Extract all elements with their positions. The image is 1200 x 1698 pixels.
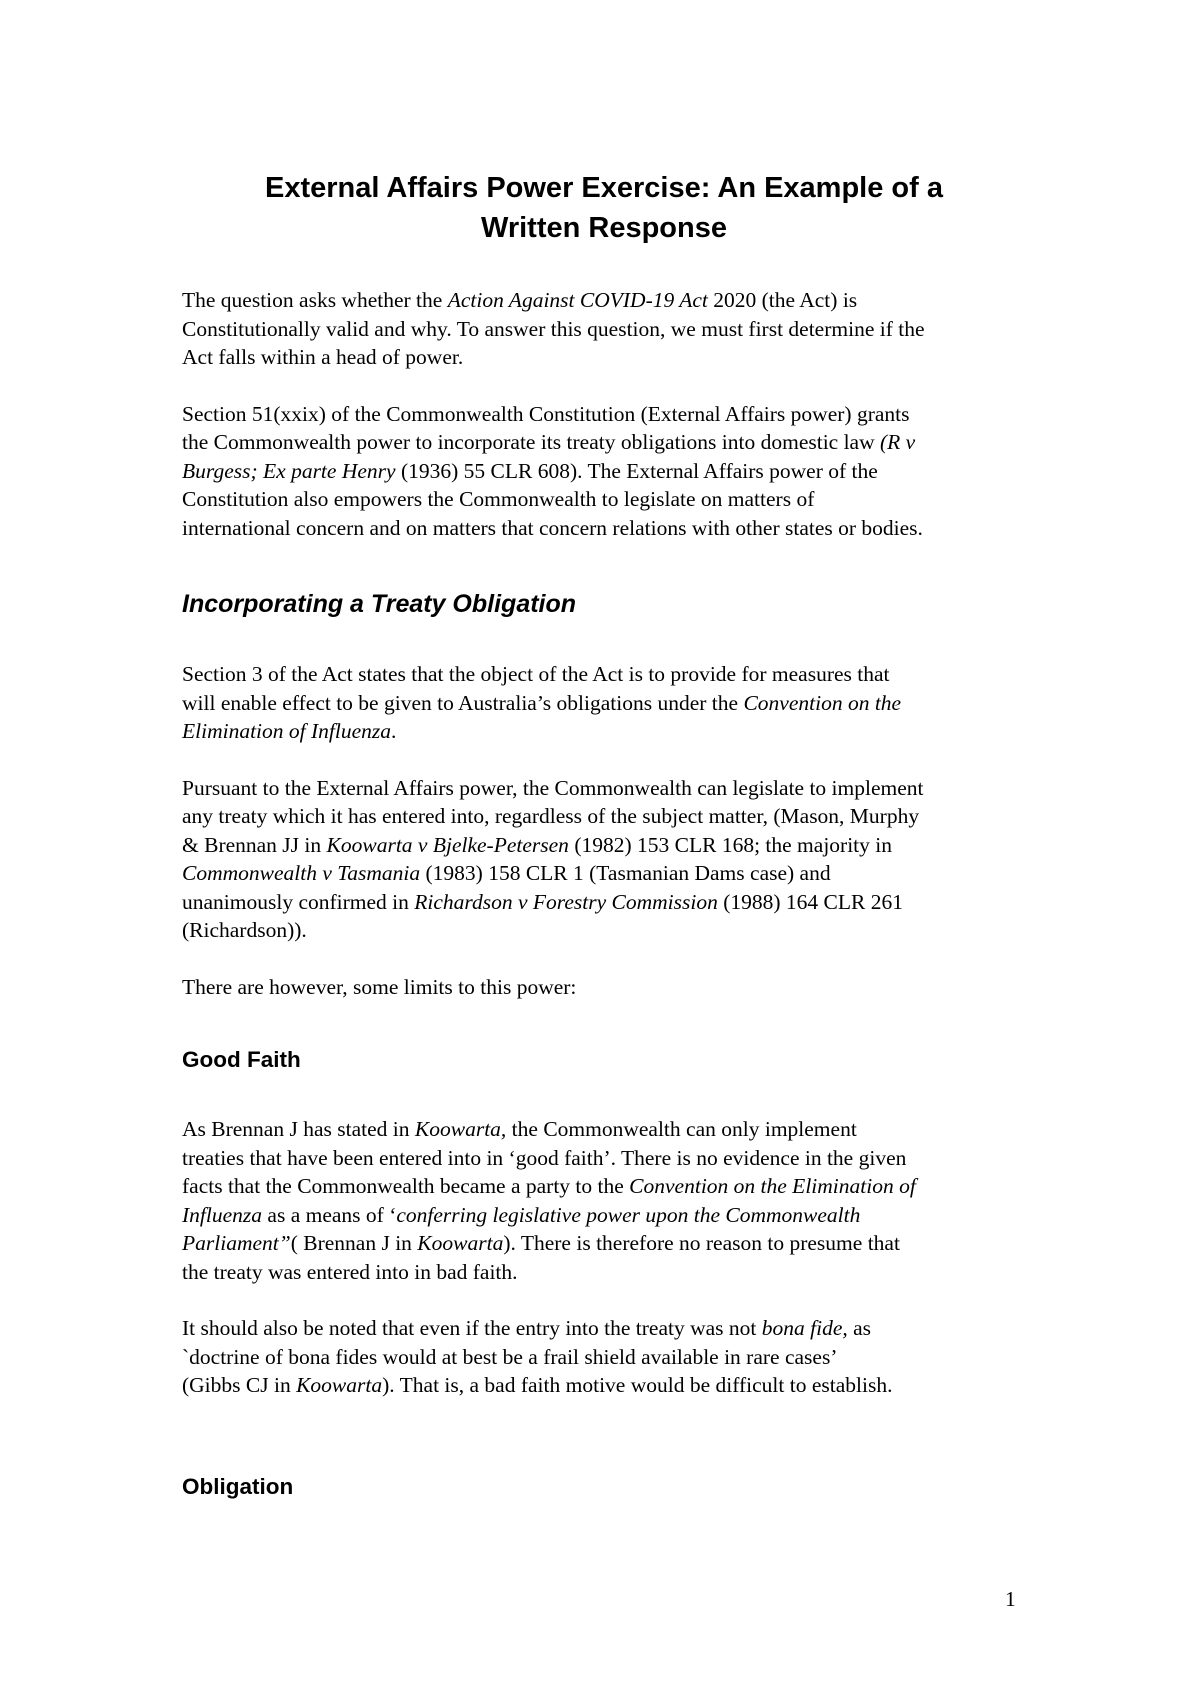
case-name: Koowarta, <box>414 1117 507 1141</box>
text-line: Pursuant to the External Affairs power, the Commonwealth can legislate to implement <box>182 775 924 800</box>
paragraph-limits: There are however, some limits to this power: <box>182 974 577 999</box>
paragraph-section-51 <box>182 400 1042 543</box>
heading-obligation: Obligation <box>182 1473 294 1499</box>
case-name: (R v <box>880 430 916 454</box>
title-line: External Affairs Power Exercise: An Example of a <box>264 172 943 204</box>
text-line: international concern and on matters that concern relations with other states or bodies. <box>182 515 923 540</box>
text-run: the Commonwealth power to incorporate its treaty obligations into domestic law <box>182 430 881 454</box>
page-number: 1 <box>1005 1587 1016 1611</box>
quotation: conferring legislative power upon the Commonwealth <box>396 1202 861 1227</box>
text-run: ( Brennan J in <box>290 1231 418 1255</box>
title-line: Written Response <box>480 212 727 244</box>
heading-incorporating-treaty: Incorporating a Treaty Obligation <box>182 590 577 618</box>
case-name: Koowarta v Bjelke-Petersen <box>326 832 569 857</box>
text-line: Act falls within a head of power. <box>182 345 464 369</box>
case-name: Koowarta <box>417 1231 504 1255</box>
case-name: Richardson v Forestry Commission <box>414 889 718 914</box>
document-body <box>182 168 1042 1502</box>
text-run: as a means of ‘ <box>262 1202 397 1227</box>
text-line: Constitution also empowers the Commonwealth to legislate on matters of <box>182 487 815 511</box>
text-run: 2020 (the Act) is <box>707 288 858 312</box>
text-line: (Richardson)). <box>182 918 307 942</box>
text-run: (1936) 55 CLR 608). The External Affairs power of the <box>395 458 878 483</box>
paragraph-good-faith <box>182 1115 1042 1286</box>
text-run: (Gibbs CJ in <box>182 1373 297 1397</box>
text-run: facts that the Commonwealth became a party to the <box>182 1174 630 1198</box>
text-run: unanimously confirmed in <box>182 889 415 914</box>
text-line: Constitutionally valid and why. To answer this question, we must first determine if the <box>182 316 925 341</box>
act-title: Action Against COVID-19 Act <box>447 288 708 312</box>
paragraph-intro <box>182 286 1042 372</box>
convention-name: Elimination of Influenza <box>182 719 392 743</box>
text-run: as <box>847 1316 872 1340</box>
text-line: Section 51(xxix) of the Commonwealth Constitution (External Affairs power) grants <box>182 401 910 426</box>
case-name: Commonwealth v Tasmania <box>182 861 421 885</box>
text-run: (1988) 164 CLR 261 <box>717 889 903 914</box>
text-line: any treaty which it has entered into, regardless of the subject matter, (Mason, Murphy <box>182 804 920 828</box>
document-title <box>174 168 1034 248</box>
paragraph-pursuant <box>182 774 1042 945</box>
text-run: ). That is, a bad faith motive would be difficult to establish. <box>382 1373 893 1397</box>
text-run: ). There is therefore no reason to presume that <box>503 1231 900 1255</box>
text-run: (1983) 158 CLR 1 (Tasmanian Dams case) and <box>420 861 831 885</box>
text-run: & Brennan JJ in <box>182 832 327 857</box>
paragraph-bona-fide <box>182 1314 1042 1400</box>
text-run: will enable effect to be given to Australia’s obligations under the <box>182 690 744 715</box>
text-line: Section 3 of the Act states that the object of the Act is to provide for measures that <box>182 662 890 686</box>
text-line: treaties that have been entered into in ‘good faith’. There is no evidence in the given <box>182 1145 907 1170</box>
case-name: Koowarta <box>296 1373 383 1397</box>
text-line: `doctrine of bona fides would at best be a frail shield available in rare cases’ <box>182 1344 838 1369</box>
text-run: The question asks whether the <box>182 288 448 312</box>
text-run: the Commonwealth can only implement <box>506 1117 857 1141</box>
heading-good-faith: Good Faith <box>182 1047 301 1072</box>
paragraph-section-3 <box>182 660 1042 746</box>
convention-name: Convention on the <box>743 690 902 715</box>
latin-term: bona fide, <box>761 1316 848 1340</box>
text-run: (1982) 153 CLR 168; the majority in <box>568 832 893 857</box>
case-name: Burgess; Ex parte Henry <box>182 458 396 483</box>
text-line: the treaty was entered into in bad faith. <box>182 1259 518 1284</box>
text-run: As Brennan J has stated in <box>182 1117 415 1141</box>
convention-name: Convention on the Elimination of <box>629 1174 916 1198</box>
text-run: . <box>391 719 397 743</box>
convention-name: Influenza <box>182 1202 263 1227</box>
text-run: It should also be noted that even if the entry into the treaty was not <box>182 1316 762 1340</box>
quotation: Parliament” <box>182 1231 291 1255</box>
